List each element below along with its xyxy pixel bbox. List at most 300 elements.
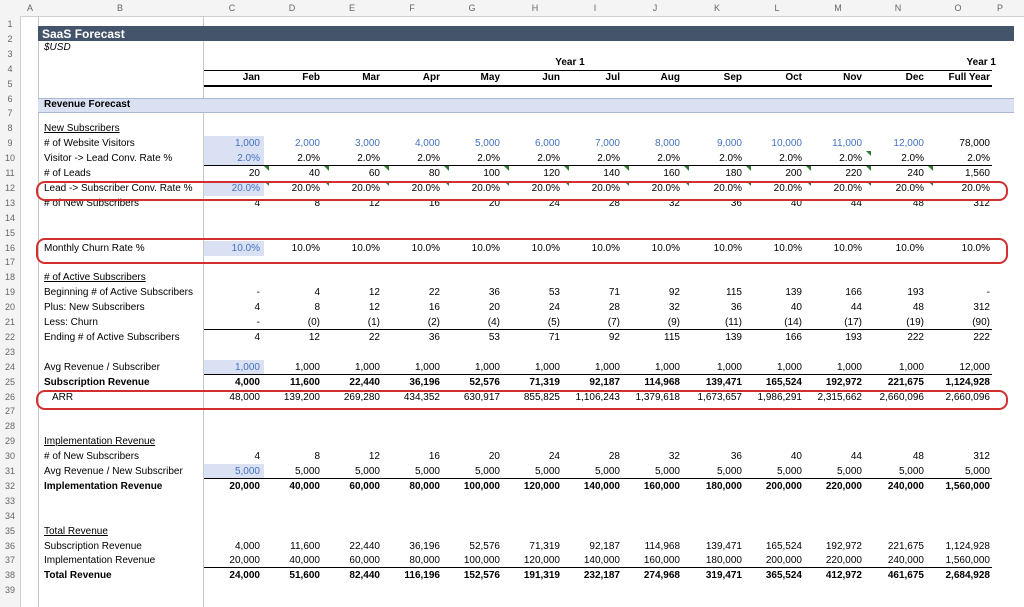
value-cell[interactable]: 20.0% — [531, 182, 560, 194]
value-cell[interactable]: 140 — [603, 168, 620, 179]
value-cell[interactable]: 8,000 — [654, 138, 680, 150]
value-cell[interactable]: 20,000 — [229, 480, 260, 492]
value-cell[interactable]: 1,000 — [898, 361, 924, 373]
value-cell[interactable]: 2.0% — [417, 153, 440, 165]
value-cell[interactable]: 10.0% — [895, 242, 924, 254]
value-cell[interactable]: 139,200 — [283, 391, 320, 403]
value-cell[interactable]: 10.0% — [531, 242, 560, 254]
value-cell[interactable]: 5,000 — [354, 466, 380, 477]
value-cell[interactable]: 36,196 — [409, 540, 440, 552]
row-number[interactable]: 24 — [4, 361, 15, 372]
value-cell[interactable]: 140,000 — [583, 480, 620, 492]
value-cell[interactable]: 22 — [368, 331, 380, 343]
value-cell[interactable]: (90) — [972, 317, 990, 328]
value-cell[interactable]: 80,000 — [409, 480, 440, 492]
value-cell[interactable]: 2.0% — [297, 153, 320, 165]
row-number[interactable]: 8 — [7, 123, 13, 134]
value-cell[interactable]: 180 — [725, 168, 742, 179]
row-number[interactable]: 2 — [7, 33, 13, 44]
row-number[interactable]: 27 — [4, 406, 15, 417]
value-cell[interactable]: 1,986,291 — [757, 391, 802, 403]
value-cell[interactable]: 10.0% — [773, 242, 802, 254]
value-cell[interactable]: 160 — [663, 168, 680, 179]
value-cell[interactable]: 1,000 — [716, 361, 742, 373]
value-cell[interactable]: 40,000 — [289, 555, 320, 567]
value-cell[interactable]: 80 — [428, 168, 440, 179]
value-cell[interactable]: 22,440 — [349, 376, 380, 388]
value-cell[interactable]: 60,000 — [349, 555, 380, 567]
value-cell[interactable]: 222 — [907, 331, 924, 343]
value-cell[interactable]: 12 — [308, 331, 320, 343]
value-cell[interactable]: 1,560,000 — [945, 480, 990, 492]
value-cell[interactable]: (17) — [844, 317, 862, 328]
row-number[interactable]: 25 — [4, 376, 15, 387]
value-cell[interactable]: 140,000 — [583, 555, 620, 567]
value-cell[interactable]: 60 — [368, 168, 380, 179]
value-cell[interactable]: 220 — [845, 168, 862, 179]
value-cell[interactable]: 240,000 — [887, 480, 924, 492]
value-cell[interactable]: 2.0% — [597, 153, 620, 165]
value-cell[interactable]: 160,000 — [643, 555, 680, 567]
value-cell[interactable]: 2.0% — [537, 153, 560, 165]
value-cell[interactable]: 80,000 — [409, 555, 440, 567]
value-cell[interactable]: 16 — [428, 197, 440, 209]
value-cell[interactable]: 200 — [785, 168, 802, 179]
value-cell[interactable]: 114,968 — [644, 540, 680, 552]
value-cell[interactable]: 165,524 — [765, 540, 802, 552]
value-cell[interactable]: 5,000 — [234, 466, 260, 477]
row-number[interactable]: 9 — [7, 138, 13, 149]
value-cell[interactable]: 20.0% — [833, 182, 862, 194]
value-cell[interactable]: 5,000 — [898, 466, 924, 477]
value-cell[interactable]: - — [986, 287, 990, 299]
value-cell[interactable]: - — [256, 317, 260, 328]
value-cell[interactable]: 36 — [488, 287, 500, 299]
value-cell[interactable]: 16 — [428, 451, 440, 463]
value-cell[interactable]: 10.0% — [833, 242, 862, 254]
value-cell[interactable]: 5,000 — [414, 466, 440, 477]
value-cell[interactable]: 319,471 — [705, 570, 742, 582]
value-cell[interactable]: 5,000 — [964, 466, 990, 477]
value-cell[interactable]: 44 — [850, 197, 862, 209]
value-cell[interactable]: 20.0% — [961, 182, 990, 194]
value-cell[interactable]: 32 — [668, 302, 680, 314]
row-number[interactable]: 33 — [4, 495, 15, 506]
value-cell[interactable]: 24 — [548, 451, 560, 463]
value-cell[interactable]: 139,471 — [705, 376, 742, 388]
value-cell[interactable]: 1,000 — [354, 361, 380, 373]
value-cell[interactable]: 20,000 — [229, 555, 260, 567]
value-cell[interactable]: 20.0% — [651, 182, 680, 194]
value-cell[interactable]: 12 — [368, 287, 380, 299]
row-number[interactable]: 12 — [4, 182, 15, 193]
value-cell[interactable]: 200,000 — [765, 555, 802, 567]
value-cell[interactable]: 5,000 — [776, 466, 802, 477]
value-cell[interactable]: 365,524 — [765, 570, 802, 582]
value-cell[interactable]: (5) — [547, 317, 560, 328]
value-cell[interactable]: 36 — [730, 302, 742, 314]
value-cell[interactable]: (0) — [307, 317, 320, 328]
value-cell[interactable]: 40,000 — [289, 480, 320, 492]
value-cell[interactable]: 166 — [785, 331, 802, 343]
value-cell[interactable]: 71,319 — [529, 540, 560, 552]
value-cell[interactable]: 166 — [845, 287, 862, 299]
value-cell[interactable]: 28 — [608, 451, 620, 463]
row-number[interactable]: 16 — [4, 242, 15, 253]
value-cell[interactable]: 11,600 — [290, 540, 320, 552]
value-cell[interactable]: 5,000 — [474, 138, 500, 150]
value-cell[interactable]: 4,000 — [414, 138, 440, 150]
row-number[interactable]: 34 — [4, 510, 15, 521]
value-cell[interactable]: 71 — [548, 331, 560, 343]
value-cell[interactable]: (2) — [427, 317, 440, 328]
value-cell[interactable]: 2,660,096 — [879, 391, 924, 403]
row-number[interactable]: 6 — [7, 93, 13, 104]
value-cell[interactable]: 20 — [488, 197, 500, 209]
value-cell[interactable]: 8 — [314, 197, 320, 209]
value-cell[interactable]: 114,968 — [644, 376, 680, 388]
value-cell[interactable]: 78,000 — [959, 138, 990, 150]
value-cell[interactable]: 1,560,000 — [945, 555, 990, 567]
column-letter-m[interactable]: M — [834, 3, 842, 13]
value-cell[interactable]: 5,000 — [836, 466, 862, 477]
value-cell[interactable]: 2.0% — [839, 153, 862, 165]
value-cell[interactable]: 461,675 — [887, 570, 924, 582]
value-cell[interactable]: 12 — [368, 197, 380, 209]
value-cell[interactable]: 40 — [790, 302, 802, 314]
value-cell[interactable]: 4 — [314, 287, 320, 299]
value-cell[interactable]: 434,352 — [403, 391, 440, 403]
row-number[interactable]: 35 — [4, 525, 15, 536]
value-cell[interactable]: 71,319 — [529, 376, 560, 388]
value-cell[interactable]: 12,000 — [893, 138, 924, 150]
value-cell[interactable]: 2.0% — [237, 153, 260, 165]
value-cell[interactable]: 11,000 — [832, 138, 862, 150]
value-cell[interactable]: 40 — [790, 451, 802, 463]
value-cell[interactable]: 2,684,928 — [945, 570, 990, 582]
value-cell[interactable]: 1,000 — [654, 361, 680, 373]
value-cell[interactable]: 10.0% — [291, 242, 320, 254]
value-cell[interactable]: 22,440 — [349, 540, 380, 552]
value-cell[interactable]: 9,000 — [716, 138, 742, 150]
row-number[interactable]: 38 — [4, 570, 15, 581]
value-cell[interactable]: 1,000 — [776, 361, 802, 373]
value-cell[interactable]: 2.0% — [719, 153, 742, 165]
value-cell[interactable]: 20.0% — [895, 182, 924, 194]
value-cell[interactable]: 2.0% — [779, 153, 802, 165]
value-cell[interactable]: 240 — [907, 168, 924, 179]
value-cell[interactable]: 2.0% — [357, 153, 380, 165]
value-cell[interactable]: 193 — [907, 287, 924, 299]
value-cell[interactable]: 11,600 — [289, 376, 320, 388]
value-cell[interactable]: 10.0% — [411, 242, 440, 254]
value-cell[interactable]: 1,124,928 — [945, 540, 990, 552]
value-cell[interactable]: 10.0% — [713, 242, 742, 254]
row-number[interactable]: 5 — [7, 78, 13, 89]
row-number[interactable]: 7 — [7, 108, 13, 119]
value-cell[interactable]: 10.0% — [651, 242, 680, 254]
value-cell[interactable]: 40 — [308, 168, 320, 179]
row-number[interactable]: 1 — [7, 19, 13, 29]
value-cell[interactable]: 10.0% — [231, 242, 260, 254]
value-cell[interactable]: 1,000 — [294, 361, 320, 373]
column-letter-g[interactable]: G — [468, 3, 476, 13]
value-cell[interactable]: 180,000 — [705, 555, 742, 567]
row-number[interactable]: 3 — [7, 48, 13, 59]
value-cell[interactable]: 100,000 — [463, 555, 500, 567]
value-cell[interactable]: 44 — [850, 302, 862, 314]
value-cell[interactable]: 5,000 — [534, 466, 560, 477]
value-cell[interactable]: 2.0% — [901, 153, 924, 165]
value-cell[interactable]: 92,187 — [589, 540, 620, 552]
value-cell[interactable]: 120,000 — [523, 480, 560, 492]
value-cell[interactable]: 1,000 — [414, 361, 440, 373]
value-cell[interactable]: 240,000 — [887, 555, 924, 567]
value-cell[interactable]: 48,000 — [229, 391, 260, 403]
column-letter-p[interactable]: P — [996, 3, 1003, 13]
value-cell[interactable]: 221,675 — [887, 540, 924, 552]
value-cell[interactable]: 1,000 — [474, 361, 500, 373]
value-cell[interactable]: 2,660,096 — [945, 391, 990, 403]
value-cell[interactable]: 191,319 — [523, 570, 560, 582]
row-number[interactable]: 11 — [5, 168, 15, 178]
value-cell[interactable]: 60,000 — [349, 480, 380, 492]
value-cell[interactable]: 12 — [368, 451, 380, 463]
value-cell[interactable]: 1,000 — [836, 361, 862, 373]
value-cell[interactable]: 222 — [973, 331, 990, 343]
value-cell[interactable]: 28 — [608, 197, 620, 209]
value-cell[interactable]: 92,187 — [589, 376, 620, 388]
value-cell[interactable]: 5,000 — [716, 466, 742, 477]
value-cell[interactable]: 48 — [912, 197, 924, 209]
value-cell[interactable]: 220,000 — [825, 555, 862, 567]
value-cell[interactable]: 269,280 — [343, 391, 380, 403]
value-cell[interactable]: 1,000 — [234, 361, 260, 373]
value-cell[interactable]: 20 — [488, 302, 500, 314]
row-number[interactable]: 13 — [4, 197, 15, 208]
value-cell[interactable]: 312 — [973, 451, 990, 463]
row-number[interactable]: 36 — [4, 540, 15, 551]
value-cell[interactable]: 36 — [730, 451, 742, 463]
value-cell[interactable]: 44 — [850, 451, 862, 463]
value-cell[interactable]: 20.0% — [713, 182, 742, 194]
value-cell[interactable]: 8 — [314, 451, 320, 463]
value-cell[interactable]: 152,576 — [463, 570, 500, 582]
value-cell[interactable]: 52,576 — [469, 540, 500, 552]
value-cell[interactable]: 221,675 — [887, 376, 924, 388]
value-cell[interactable]: (11) — [724, 317, 742, 328]
value-cell[interactable]: 32 — [668, 197, 680, 209]
row-number[interactable]: 17 — [4, 257, 15, 268]
row-number[interactable]: 10 — [4, 153, 15, 164]
value-cell[interactable]: 412,972 — [825, 570, 862, 582]
column-letter-c[interactable]: C — [228, 3, 236, 13]
value-cell[interactable]: 53 — [488, 331, 500, 343]
value-cell[interactable]: 4 — [254, 331, 260, 343]
value-cell[interactable]: 100 — [483, 168, 500, 179]
row-number[interactable]: 22 — [4, 331, 15, 342]
value-cell[interactable]: 48 — [912, 451, 924, 463]
value-cell[interactable]: 200,000 — [765, 480, 802, 492]
value-cell[interactable]: (9) — [667, 317, 680, 328]
value-cell[interactable]: 115 — [664, 331, 680, 343]
value-cell[interactable]: 232,187 — [583, 570, 620, 582]
value-cell[interactable]: 120 — [543, 168, 560, 179]
value-cell[interactable]: 20.0% — [773, 182, 802, 194]
value-cell[interactable]: 16 — [428, 302, 440, 314]
value-cell[interactable]: (4) — [487, 317, 500, 328]
value-cell[interactable]: 5,000 — [294, 466, 320, 477]
column-letter-d[interactable]: D — [288, 3, 296, 13]
column-letter-h[interactable]: H — [531, 3, 539, 13]
value-cell[interactable]: 1,673,657 — [697, 391, 742, 403]
row-number[interactable]: 18 — [4, 272, 15, 283]
value-cell[interactable]: 24,000 — [229, 570, 260, 582]
value-cell[interactable]: 4 — [254, 451, 260, 463]
value-cell[interactable]: 193 — [845, 331, 862, 343]
column-letter-i[interactable]: I — [593, 3, 597, 13]
value-cell[interactable]: 100,000 — [463, 480, 500, 492]
column-letter-l[interactable]: L — [774, 3, 780, 13]
value-cell[interactable]: 630,917 — [463, 391, 500, 403]
value-cell[interactable]: 160,000 — [643, 480, 680, 492]
row-number[interactable]: 23 — [4, 346, 15, 357]
value-cell[interactable]: 2.0% — [967, 153, 990, 165]
column-letter-o[interactable]: O — [954, 3, 962, 13]
value-cell[interactable]: 180,000 — [705, 480, 742, 492]
value-cell[interactable]: (7) — [607, 317, 620, 328]
value-cell[interactable]: 20.0% — [591, 182, 620, 194]
value-cell[interactable]: 71 — [608, 287, 620, 299]
value-cell[interactable]: 22 — [428, 287, 440, 299]
value-cell[interactable]: 312 — [973, 302, 990, 314]
value-cell[interactable]: 24 — [548, 197, 560, 209]
value-cell[interactable]: 12,000 — [959, 361, 990, 373]
value-cell[interactable]: 312 — [973, 197, 990, 209]
column-letter-b[interactable]: B — [116, 3, 123, 13]
column-letter-f[interactable]: F — [409, 3, 415, 13]
value-cell[interactable]: 1,000 — [534, 361, 560, 373]
value-cell[interactable]: 52,576 — [469, 376, 500, 388]
value-cell[interactable]: 120,000 — [523, 555, 560, 567]
value-cell[interactable]: 6,000 — [534, 138, 560, 150]
value-cell[interactable]: (14) — [784, 317, 802, 328]
value-cell[interactable]: (19) — [906, 317, 924, 328]
column-letter-a[interactable]: A — [26, 3, 33, 13]
row-number[interactable]: 21 — [4, 317, 15, 327]
value-cell[interactable]: 82,440 — [349, 570, 380, 582]
value-cell[interactable]: 5,000 — [654, 466, 680, 477]
value-cell[interactable]: 139 — [785, 287, 802, 299]
value-cell[interactable]: 3,000 — [354, 138, 380, 150]
value-cell[interactable]: 192,972 — [825, 540, 862, 552]
value-cell[interactable]: (1) — [367, 317, 380, 328]
value-cell[interactable]: 20 — [248, 168, 260, 179]
value-cell[interactable]: 51,600 — [289, 570, 320, 582]
row-number[interactable]: 37 — [4, 555, 15, 566]
value-cell[interactable]: 4,000 — [234, 376, 260, 388]
value-cell[interactable]: 92 — [668, 287, 680, 299]
value-cell[interactable]: 2.0% — [657, 153, 680, 165]
value-cell[interactable]: 2,315,662 — [817, 391, 862, 403]
row-number[interactable]: 30 — [4, 451, 15, 462]
value-cell[interactable]: 1,106,243 — [575, 391, 620, 403]
row-number[interactable]: 29 — [4, 436, 15, 447]
value-cell[interactable]: 7,000 — [594, 138, 620, 150]
row-number[interactable]: 19 — [4, 287, 15, 298]
value-cell[interactable]: 1,560 — [964, 168, 990, 179]
value-cell[interactable]: 20 — [488, 451, 500, 463]
value-cell[interactable]: 48 — [912, 302, 924, 314]
row-number[interactable]: 15 — [4, 227, 15, 238]
value-cell[interactable]: 32 — [668, 451, 680, 463]
value-cell[interactable]: 36,196 — [409, 376, 440, 388]
value-cell[interactable]: 24 — [548, 302, 560, 314]
row-number[interactable]: 20 — [4, 302, 15, 313]
value-cell[interactable]: 2.0% — [477, 153, 500, 165]
value-cell[interactable]: 40 — [790, 197, 802, 209]
value-cell[interactable]: 1,000 — [594, 361, 620, 373]
value-cell[interactable]: 4 — [254, 197, 260, 209]
value-cell[interactable]: 1,379,618 — [635, 391, 680, 403]
value-cell[interactable]: - — [256, 287, 260, 299]
row-number[interactable]: 26 — [4, 391, 15, 402]
row-number[interactable]: 14 — [4, 212, 15, 223]
value-cell[interactable]: 10.0% — [471, 242, 500, 254]
value-cell[interactable]: 115 — [726, 287, 742, 299]
value-cell[interactable]: 1,000 — [234, 138, 260, 150]
row-number[interactable]: 4 — [7, 63, 13, 74]
column-letter-e[interactable]: E — [348, 3, 355, 13]
row-number[interactable]: 39 — [4, 585, 15, 596]
value-cell[interactable]: 92 — [608, 331, 620, 343]
value-cell[interactable]: 192,972 — [825, 376, 862, 388]
column-letter-k[interactable]: K — [713, 3, 720, 13]
value-cell[interactable]: 36 — [428, 331, 440, 343]
value-cell[interactable]: 12 — [368, 302, 380, 314]
row-number[interactable]: 31 — [4, 466, 15, 476]
value-cell[interactable]: 2,000 — [294, 138, 320, 150]
value-cell[interactable]: 10.0% — [591, 242, 620, 254]
row-number[interactable]: 32 — [4, 480, 15, 491]
value-cell[interactable]: 20.0% — [231, 182, 260, 194]
value-cell[interactable]: 20.0% — [411, 182, 440, 194]
column-letter-n[interactable]: N — [894, 3, 902, 13]
value-cell[interactable]: 28 — [608, 302, 620, 314]
value-cell[interactable]: 5,000 — [474, 466, 500, 477]
value-cell[interactable]: 4,000 — [234, 540, 260, 552]
value-cell[interactable]: 116,196 — [404, 570, 440, 582]
value-cell[interactable]: 10,000 — [771, 138, 802, 150]
value-cell[interactable]: 10.0% — [961, 242, 990, 254]
value-cell[interactable]: 20.0% — [291, 182, 320, 194]
value-cell[interactable]: 20.0% — [471, 182, 500, 194]
value-cell[interactable]: 165,524 — [765, 376, 802, 388]
value-cell[interactable]: 8 — [314, 302, 320, 314]
value-cell[interactable]: 53 — [548, 287, 560, 299]
value-cell[interactable]: 1,124,928 — [945, 376, 990, 388]
value-cell[interactable]: 10.0% — [351, 242, 380, 254]
value-cell[interactable]: 139,471 — [705, 540, 742, 552]
value-cell[interactable]: 139 — [725, 331, 742, 343]
value-cell[interactable]: 36 — [730, 197, 742, 209]
value-cell[interactable]: 220,000 — [825, 480, 862, 492]
value-cell[interactable]: 4 — [254, 302, 260, 314]
value-cell[interactable]: 274,968 — [643, 570, 680, 582]
column-letter-j[interactable]: J — [652, 3, 658, 13]
value-cell[interactable]: 20.0% — [351, 182, 380, 194]
value-cell[interactable]: 855,825 — [523, 391, 560, 403]
